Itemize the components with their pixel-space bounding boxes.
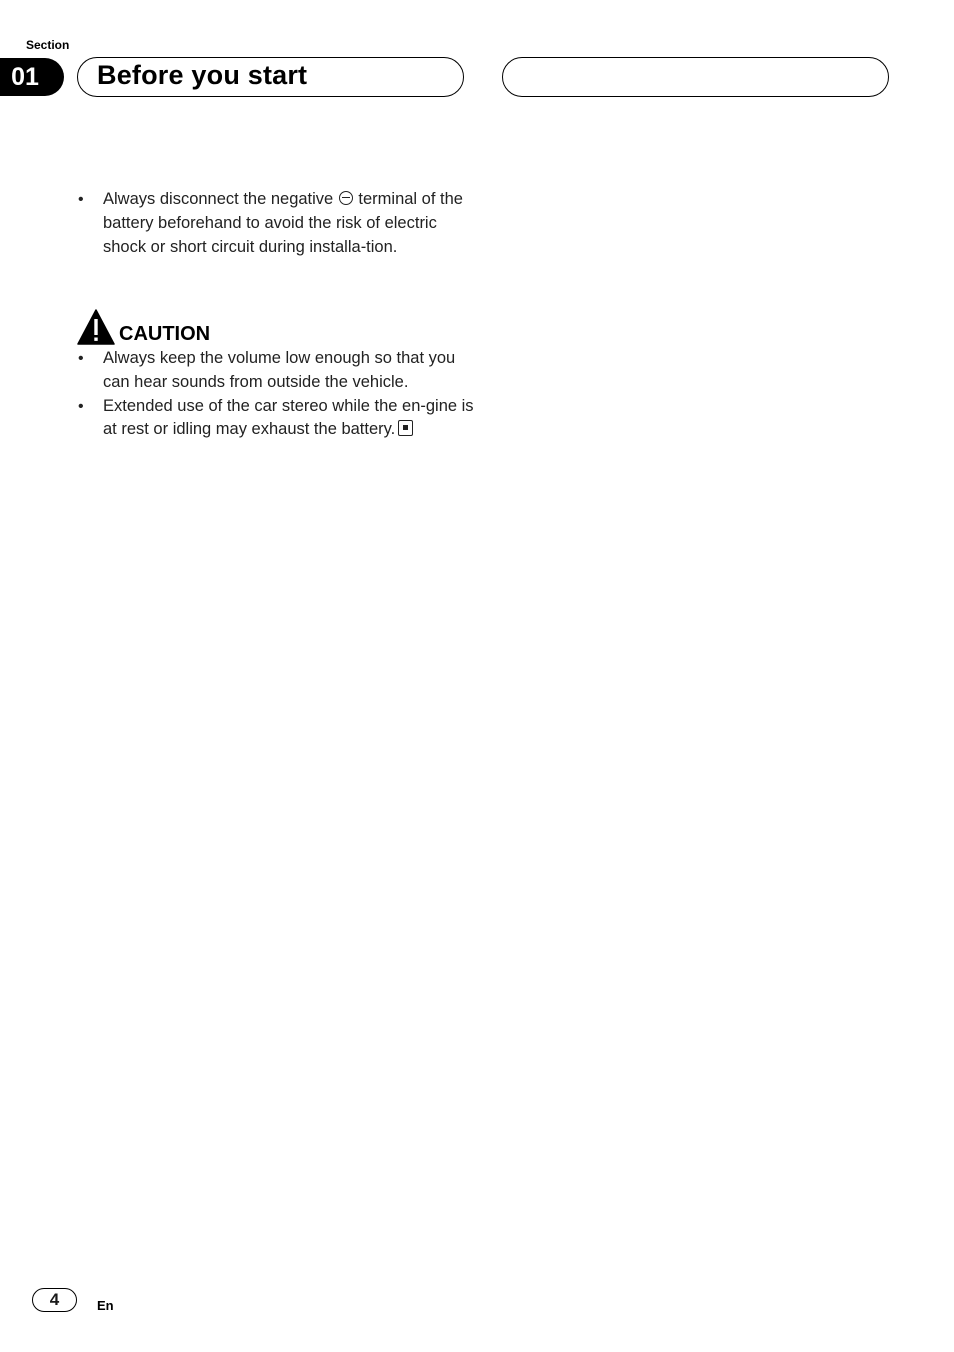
bullet: • (78, 191, 84, 208)
list-item-text-end: terminal of the battery beforehand to avoid the risk of electric shock or short circuit during installa-tion. (103, 190, 463, 256)
caution-label: CAUTION (119, 323, 211, 345)
list-item-text: Extended use of the car stereo while the en-gine is at rest or idling may exhaust the battery. (103, 396, 474, 439)
header-right-box (502, 57, 889, 97)
list-item (78, 188, 478, 259)
caution-heading (77, 309, 210, 345)
minus-circle-icon (339, 191, 353, 205)
title-box (77, 57, 464, 97)
language-label: En (97, 1298, 114, 1313)
bullet: • (78, 397, 84, 415)
bullet-list-caution (78, 347, 478, 442)
end-of-section-icon (398, 420, 413, 436)
bullet-list-top (78, 188, 478, 259)
list-item (78, 395, 478, 443)
bullet: • (78, 350, 84, 367)
list-item-text: Always keep the volume low enough so that you can hear sounds from outside the vehicle. (103, 349, 456, 391)
section-number: 01 (0, 58, 64, 96)
page-number: 4 (32, 1288, 77, 1312)
list-item-text-start: Always disconnect the negative (103, 190, 334, 208)
page-title: Before you start (97, 60, 308, 90)
warning-triangle-icon (77, 309, 115, 345)
section-label: Section (26, 38, 70, 52)
list-item (78, 347, 478, 395)
